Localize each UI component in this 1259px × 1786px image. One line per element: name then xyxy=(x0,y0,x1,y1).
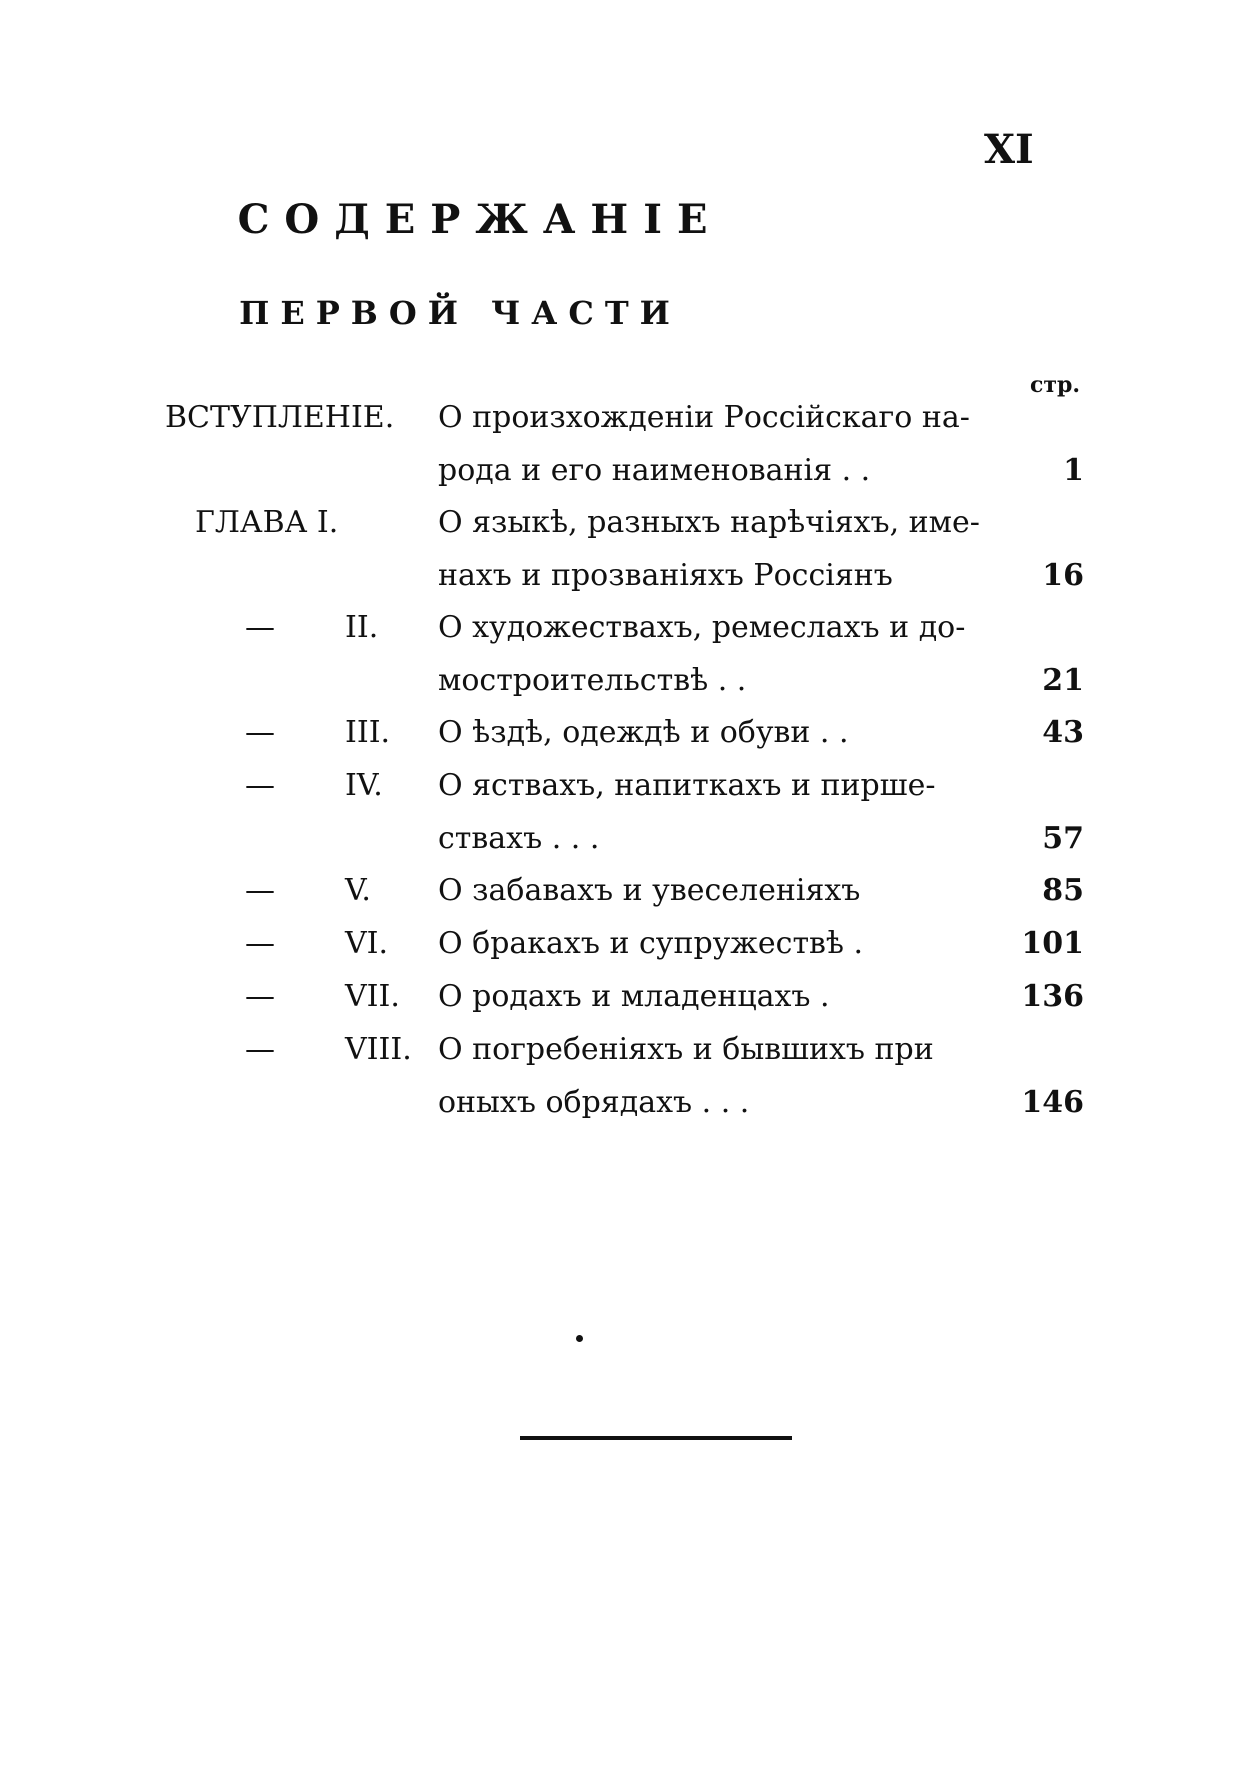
entry-page: 85 xyxy=(1042,873,1084,908)
entry-page: 101 xyxy=(1021,926,1084,961)
entry-number: IV. xyxy=(345,768,383,803)
entry-number: VIII. xyxy=(345,1032,412,1067)
entry-line: нахъ и прозванiяхъ Россiянъ xyxy=(438,558,893,593)
entry-number: VII. xyxy=(345,979,400,1014)
entry-label: ГЛАВА I. xyxy=(195,505,339,540)
entry-line: мостроительствѣ . . xyxy=(438,663,747,698)
entry-line: О произхожденiи Россiйскаго на- xyxy=(438,400,970,435)
entry-line: рода и его наименованiя . . xyxy=(438,453,871,488)
entry-dash: — xyxy=(245,715,275,750)
page-number: XI xyxy=(984,126,1034,173)
entry-page: 57 xyxy=(1042,821,1084,856)
entry-number: III. xyxy=(345,715,391,750)
entry-dash: — xyxy=(245,926,275,961)
entry-number: II. xyxy=(345,610,379,645)
entry-page: 1 xyxy=(1063,453,1084,488)
entry-line: О художествахъ, ремеслахъ и до- xyxy=(438,610,966,645)
entry-line: О родахъ и младенцахъ . xyxy=(438,979,830,1014)
entry-dash: — xyxy=(245,979,275,1014)
entry-page: 21 xyxy=(1042,663,1084,698)
entry-page: 16 xyxy=(1042,558,1084,593)
entry-page: 146 xyxy=(1021,1085,1084,1120)
entry-number: VI. xyxy=(345,926,389,961)
entry-line: О погребенiяхъ и бывшихъ при xyxy=(438,1032,934,1067)
entry-dash: — xyxy=(245,768,275,803)
entry-dash: — xyxy=(245,1032,275,1067)
entry-page: 136 xyxy=(1021,979,1084,1014)
entry-number: V. xyxy=(345,873,371,908)
entry-line: ствахъ . . . xyxy=(438,821,600,856)
entry-line: О ѣздѣ, одеждѣ и обуви . . xyxy=(438,715,849,750)
entry-line: оныхъ обрядахъ . . . xyxy=(438,1085,750,1120)
entry-page: 43 xyxy=(1042,715,1084,750)
entry-line: О языкѣ, разныхъ нарѣчiяхъ, име- xyxy=(438,505,980,540)
entry-line: О яствахъ, напиткахъ и пирше- xyxy=(438,768,936,803)
closing-rule xyxy=(520,1436,792,1440)
entry-label: ВСТУПЛЕНIЕ. xyxy=(165,400,395,435)
page-title: СОДЕРЖАНIЕ xyxy=(237,196,723,243)
entry-line: О бракахъ и супружествѣ . xyxy=(438,926,864,961)
entry-dash: — xyxy=(245,873,275,908)
ornament-dot xyxy=(576,1335,583,1342)
page-column-label: стр. xyxy=(1030,372,1081,398)
entry-line: О забавахъ и увеселенiяхъ xyxy=(438,873,861,908)
entry-dash: — xyxy=(245,610,275,645)
page-subtitle: ПЕРВОЙ ЧАСТИ xyxy=(239,294,681,332)
